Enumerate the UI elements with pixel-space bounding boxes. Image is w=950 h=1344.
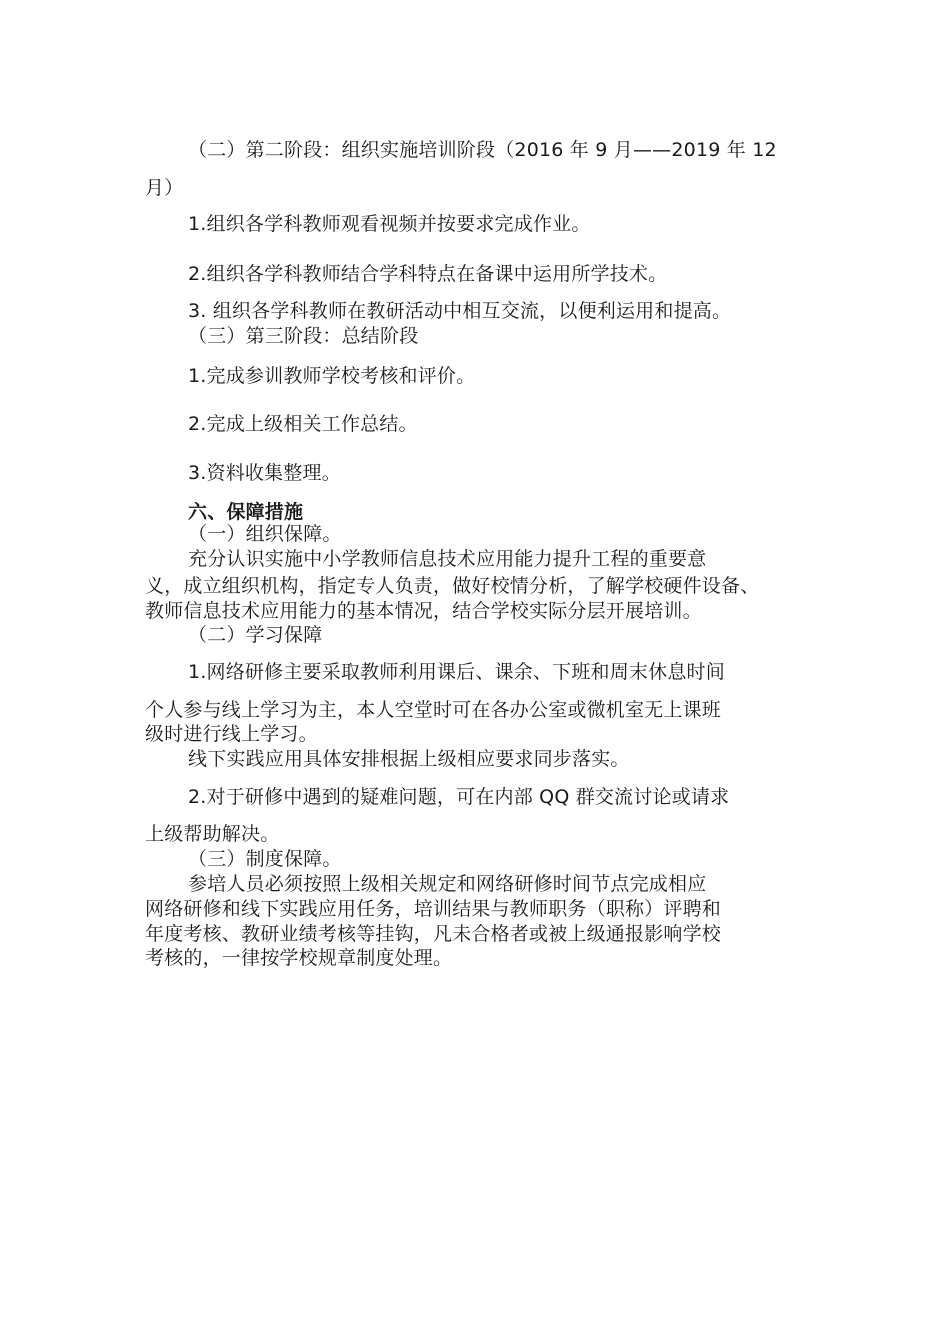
system-p4: 考核的，一律按学校规章制度处理。	[145, 947, 453, 969]
stage-three-heading: （三）第三阶段：总结阶段	[188, 325, 419, 347]
org-guarantee-p2: 义，成立组织机构，指定专人负责，做好校情分析，了解学校硬件设备、	[145, 575, 760, 597]
study-item-1-cont-1: 个人参与线上学习为主，本人空堂时可在各办公室或微机室无上课班	[145, 699, 722, 721]
study-item-1: 1.网络研修主要采取教师利用课后、课余、下班和周末休息时间	[188, 661, 725, 683]
stage-three-item-3: 3.资料收集整理。	[188, 462, 341, 484]
stage-three-item-2: 2.完成上级相关工作总结。	[188, 413, 418, 435]
stage-two-heading-cont: 月）	[145, 177, 184, 199]
section-six-heading: 六、保障措施	[188, 501, 304, 523]
stage-three-item-1: 1.完成参训教师学校考核和评价。	[188, 365, 476, 387]
study-item-2: 2.对于研修中遇到的疑难问题，可在内部 QQ 群交流讨论或请求	[188, 786, 730, 808]
system-guarantee-heading: （三）制度保障。	[188, 848, 342, 870]
system-p1: 参培人员必须按照上级相关规定和网络研修时间节点完成相应	[188, 873, 707, 895]
org-guarantee-p3: 教师信息技术应用能力的基本情况，结合学校实际分层开展培训。	[145, 600, 702, 622]
study-item-1-cont-2: 级时进行线上学习。	[145, 723, 318, 745]
stage-two-item-3: 3. 组织各学科教师在教研活动中相互交流，以便利运用和提高。	[188, 300, 732, 322]
stage-two-heading: （二）第二阶段：组织实施培训阶段（2016 年 9 月——2019 年 12	[188, 139, 777, 161]
org-guarantee-p1: 充分认识实施中小学教师信息技术应用能力提升工程的重要意	[188, 548, 707, 570]
study-guarantee-heading: （二）学习保障	[188, 624, 323, 646]
stage-two-item-1: 1.组织各学科教师观看视频并按要求完成作业。	[188, 213, 591, 235]
study-offline: 线下实践应用具体安排根据上级相应要求同步落实。	[188, 748, 630, 770]
study-item-2-cont: 上级帮助解决。	[145, 823, 280, 845]
system-p3: 年度考核、教研业绩考核等挂钩，凡未合格者或被上级通报影响学校	[145, 923, 722, 945]
org-guarantee-heading: （一）组织保障。	[188, 523, 342, 545]
system-p2: 网络研修和线下实践应用任务，培训结果与教师职务（职称）评聘和	[145, 898, 722, 920]
stage-two-item-2: 2.组织各学科教师结合学科特点在备课中运用所学技术。	[188, 263, 668, 285]
